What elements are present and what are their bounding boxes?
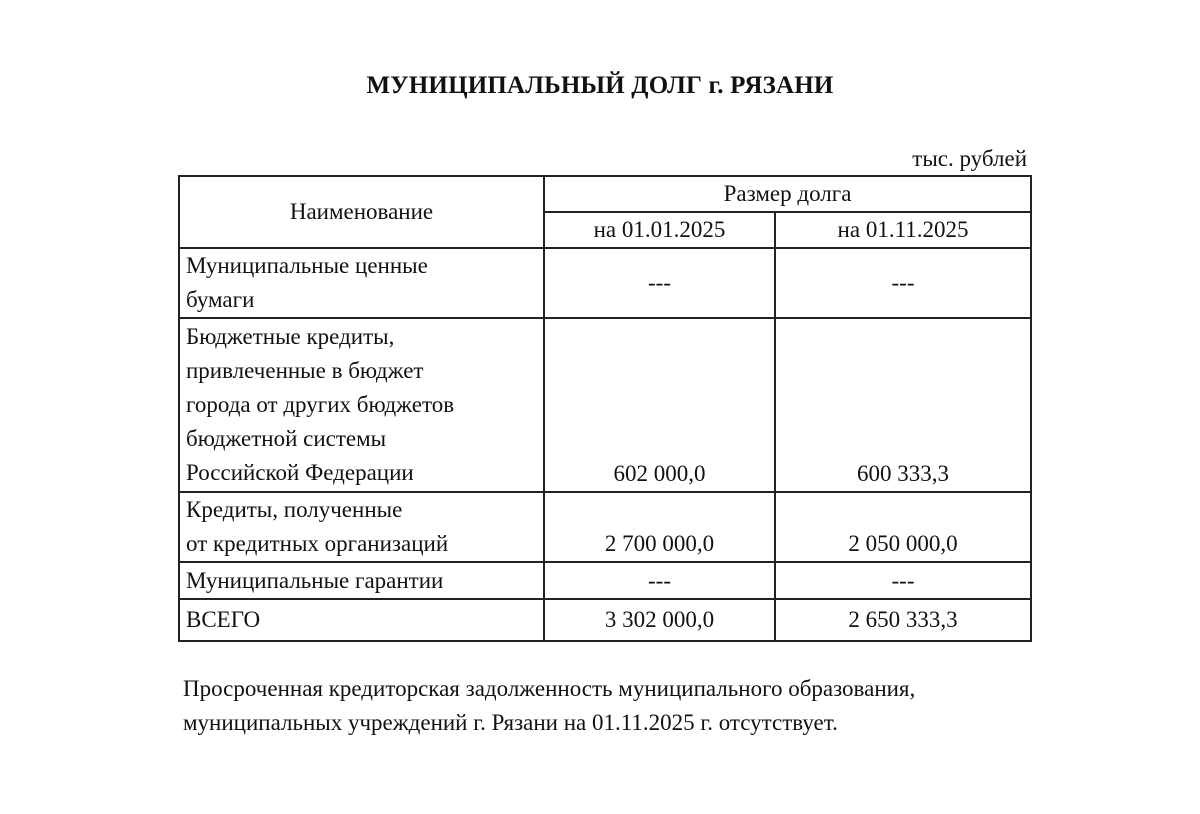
- row-value-1: ---: [544, 248, 775, 318]
- row-name: [179, 562, 544, 599]
- table-row: [179, 248, 1031, 318]
- row-name-line: Российской Федерации: [186, 460, 414, 485]
- row-name-line: Муниципальные ценные: [186, 253, 428, 278]
- units-label: тыс. рублей: [912, 146, 1027, 171]
- table-row: [179, 562, 1031, 599]
- header-debt-size: Размер долга: [544, 176, 1031, 212]
- row-value-1: 602 000,0: [544, 318, 775, 492]
- row-name-line: Бюджетные кредиты,: [186, 324, 395, 349]
- row-value-2: 2 650 333,3: [775, 599, 1031, 641]
- row-name: [179, 248, 544, 318]
- row-value-2: 2 050 000,0: [775, 492, 1031, 562]
- row-name-line: города от других бюджетов: [186, 392, 455, 417]
- row-value-2: 600 333,3: [775, 318, 1031, 492]
- row-name-line: ВСЕГО: [186, 607, 261, 632]
- row-value-2: ---: [775, 562, 1031, 599]
- note-paragraph: [183, 672, 1143, 740]
- debt-table: [178, 175, 1032, 642]
- row-name-line: от кредитных организаций: [186, 531, 449, 556]
- row-name-line: бюджетной системы: [186, 426, 387, 451]
- note-line: муниципальных учреждений г. Рязани на 01.11.2025 г. отсутствует.: [183, 710, 838, 735]
- table-row-total: [179, 599, 1031, 641]
- row-value-1: ---: [544, 562, 775, 599]
- table-row: [179, 492, 1031, 562]
- table-header-row: [179, 176, 1031, 212]
- header-date-1: на 01.01.2025: [544, 212, 775, 248]
- row-name-line: Кредиты, полученные: [186, 497, 403, 522]
- row-name-line: Муниципальные гарантии: [186, 567, 444, 593]
- row-value-1: 3 302 000,0: [544, 599, 775, 641]
- note-line: Просроченная кредиторская задолженность муниципального образования,: [183, 676, 916, 701]
- row-value-1: 2 700 000,0: [544, 492, 775, 562]
- table-row: [179, 318, 1031, 492]
- row-name-line: бумаги: [186, 287, 255, 312]
- row-name: [179, 599, 544, 641]
- document-title: МУНИЦИПАЛЬНЫЙ ДОЛГ г. РЯЗАНИ: [366, 72, 834, 99]
- row-name: [179, 492, 544, 562]
- header-name: Наименование: [179, 176, 544, 248]
- row-value-2: ---: [775, 248, 1031, 318]
- row-name-line: привлеченные в бюджет: [186, 358, 424, 383]
- row-name: [179, 318, 544, 492]
- header-date-2: на 01.11.2025: [775, 212, 1031, 248]
